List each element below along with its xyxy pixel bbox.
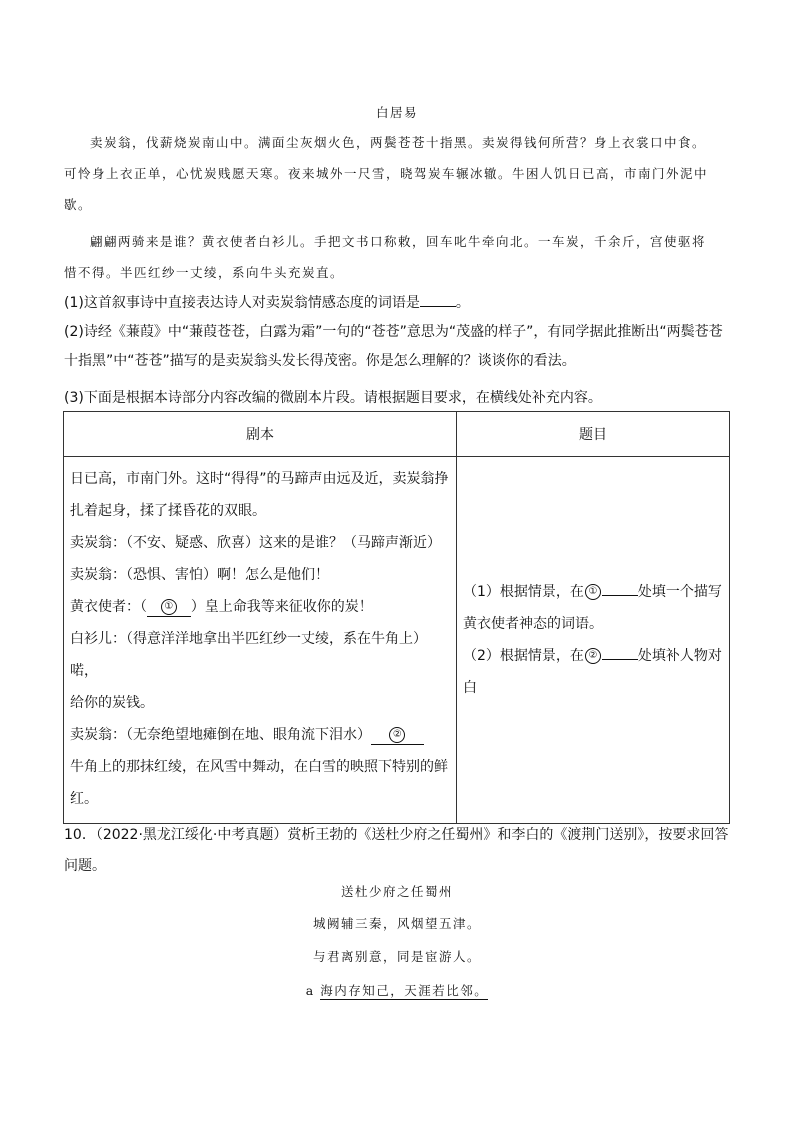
question-3: (3)下面是根据本诗部分内容改编的微剧本片段。请根据题目要求，在横线处补充内容。 [64, 390, 602, 406]
poem-line: 卖炭翁，伐薪烧炭南山中。满面尘灰烟火色，两鬓苍苍十指黑。卖炭得钱何所营？身上衣裳口中食。 [90, 135, 707, 150]
script-text: ）皇上命我等来征收你的炭！ [190, 599, 373, 615]
blank-1 [147, 598, 191, 617]
circle-marker-1: ① [161, 599, 177, 615]
table-row [64, 457, 730, 824]
question-line: 十指黑”中“苍苍”描写的是卖炭翁头发长得茂密。你是怎么理解的？谈谈你的看法。 [64, 353, 576, 369]
script-line: 日已高，市南门外。这时“得得”的马蹄声由远及近，卖炭翁挣 [70, 471, 449, 487]
script-cell [64, 457, 457, 824]
question-text: (1)这首叙事诗中直接表达诗人对卖炭翁情感态度的词语是 [64, 295, 420, 311]
poem-line: 惜不得。半匹红纱一丈绫，系向牛头充炭直。 [64, 265, 345, 280]
poem2-line: 城阙辅三秦，风烟望五津。 [312, 916, 481, 931]
script-line: 给你的炭钱。 [70, 695, 154, 711]
script-line [70, 719, 450, 751]
task-line: 白 [463, 680, 477, 696]
question-text: 。 [455, 295, 470, 311]
poem2-title: 送杜少府之任蜀州 [340, 884, 453, 899]
blank-2 [371, 726, 424, 745]
script-text: 黄衣使者：（ [70, 599, 147, 615]
poem-author: 白居易 [375, 105, 418, 120]
task-line [463, 640, 723, 672]
question-line: 问题。 [64, 858, 106, 874]
poem-line: 歇。 [64, 197, 93, 212]
question-1 [64, 289, 734, 318]
script-line: 牛角上的那抹红绫，在风雪中舞动，在白雪的映照下特别的鲜 [70, 759, 448, 775]
task-line: 黄衣使者神态的词语。 [463, 616, 603, 632]
task-text: 处填一个描写 [637, 584, 722, 600]
question-line: 10．（2022·黑龙江绥化·中考真题）赏析王勃的《送杜少府之任蜀州》和李白的《渡荆门送别》，按要求回答 [64, 827, 729, 843]
header-script: 剧本 [64, 412, 457, 457]
poem-line: 翩翩两骑来是谁？黄衣使者白衫儿。手把文书口称敕，回车叱牛牵向北。一车炭，千余斤，宫使驱将 [90, 234, 707, 249]
line-marker: a [305, 983, 315, 998]
script-text: 卖炭翁：（无奈绝望地瘫倒在地、眼角流下泪水） [70, 727, 371, 743]
poem-line: 可怜身上衣正单，心忧炭贱愿天寒。夜来城外一尺雪，晓驾炭车辗冰辙。牛困人饥日已高，市南门外泥中 [64, 166, 709, 181]
task-text: 处填补人物对 [637, 648, 722, 664]
circle-marker-1: ① [585, 584, 601, 600]
poem-paragraph-1 [64, 127, 724, 220]
script-line [70, 591, 450, 623]
script-line: 卖炭翁：（不安、疑惑、欣喜）这来的是谁？（马蹄声渐近） [70, 535, 441, 551]
question-2 [64, 318, 734, 376]
script-line: 白衫儿：（得意洋洋地拿出半匹红纱一丈绫，系在牛角上）喏， [70, 631, 427, 679]
question-10 [64, 820, 734, 882]
underlined-line: 海内存知己，天涯若比邻。 [320, 983, 489, 998]
script-line: 红。 [70, 791, 98, 807]
answer-blank [602, 581, 638, 596]
circle-marker-2: ② [389, 727, 405, 743]
script-table [63, 411, 730, 824]
table-header-row [64, 412, 730, 457]
answer-blank [602, 645, 638, 660]
header-task: 题目 [457, 412, 730, 457]
script-line: 扎着起身，揉了揉昏花的双眼。 [70, 503, 266, 519]
task-text: （2）根据情景，在 [463, 648, 584, 664]
task-cell [457, 457, 730, 824]
question-line: (2)诗经《蒹葭》中“蒹葭苍苍，白露为霜”一句的“苍苍”意思为“茂盛的样子”，有同学据此推断出“两鬓苍苍 [64, 324, 723, 340]
poem2-line [0, 981, 794, 999]
task-line [463, 576, 723, 608]
script-line: 卖炭翁：（恐惧、害怕）啊！怎么是他们！ [70, 567, 329, 583]
poem2-line: 与君离别意，同是宦游人。 [312, 949, 481, 964]
answer-blank [420, 292, 456, 307]
circle-marker-2: ② [585, 648, 601, 664]
poem-paragraph-2 [64, 226, 724, 288]
task-text: （1）根据情景，在 [463, 584, 584, 600]
